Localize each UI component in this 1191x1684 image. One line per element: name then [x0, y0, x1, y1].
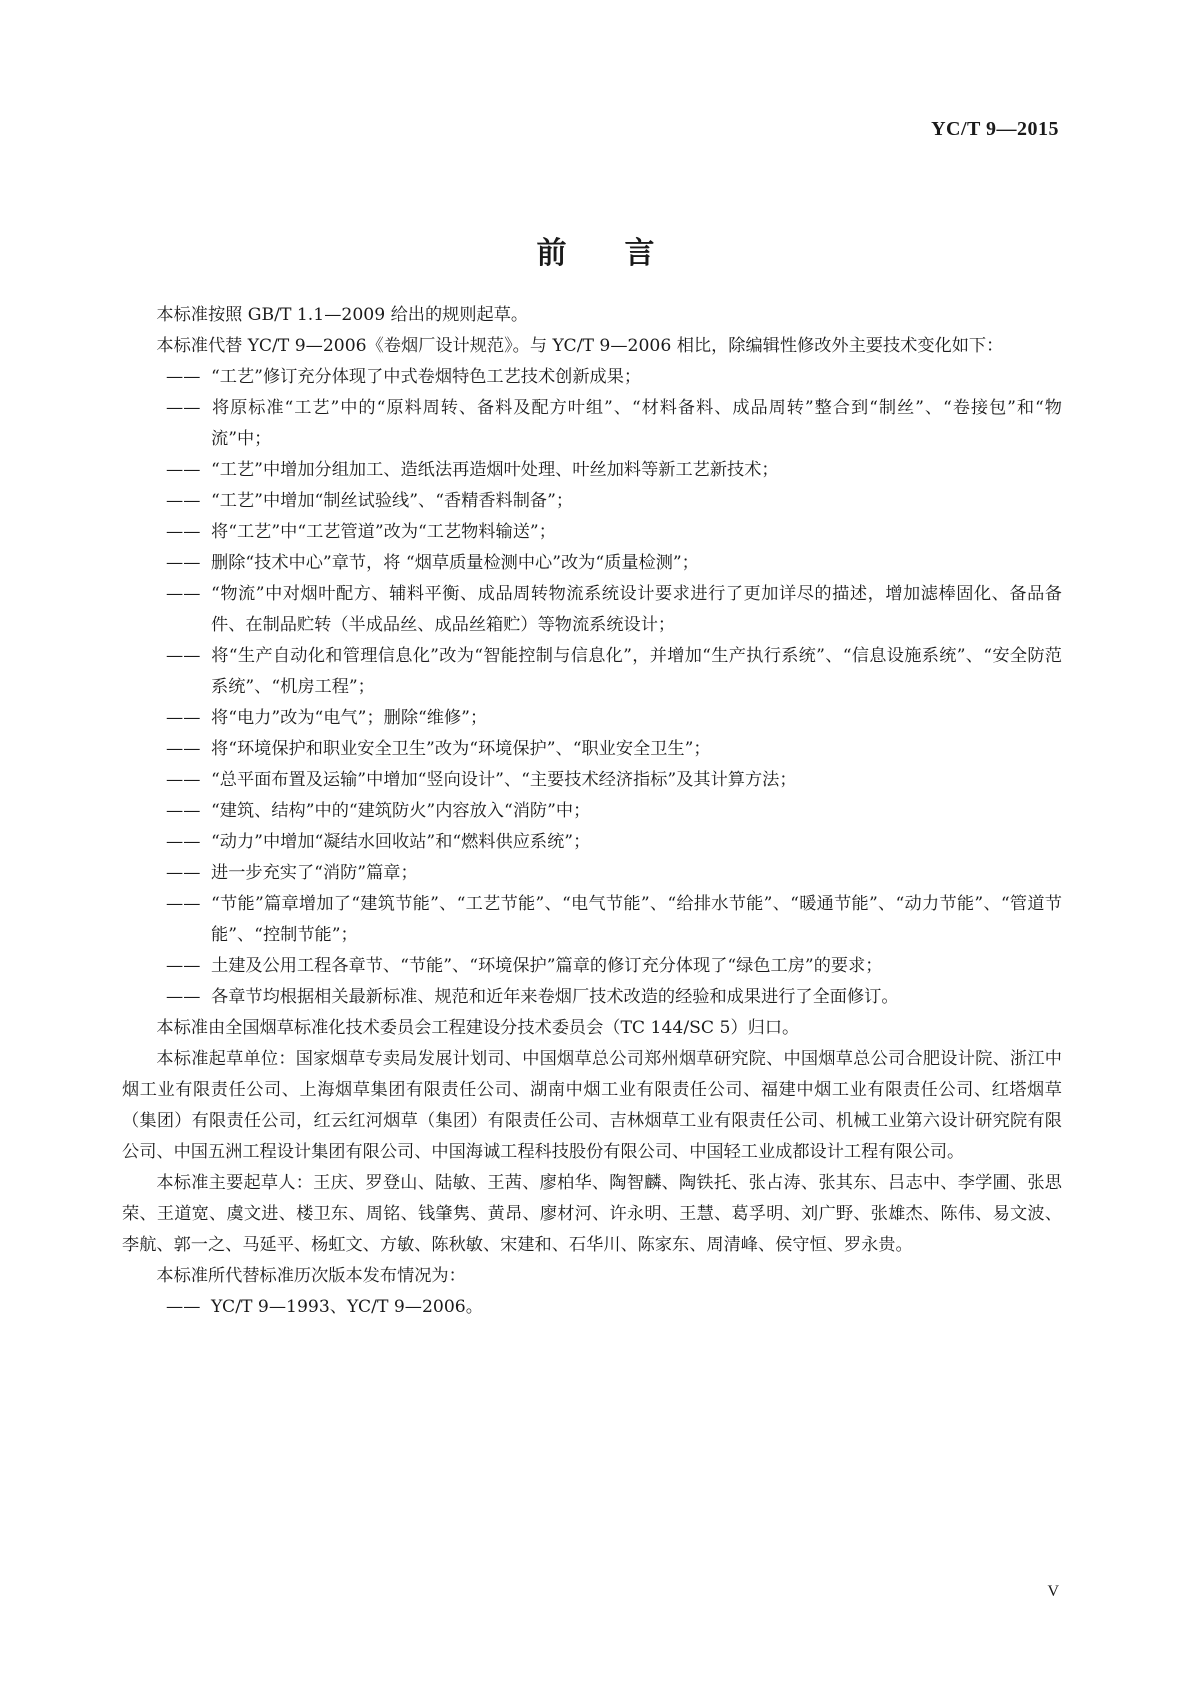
change-item: [122, 765, 1062, 796]
change-item: [122, 548, 1062, 579]
change-item: [122, 858, 1062, 889]
change-text: 将“工艺”中“工艺管道”改为“工艺物料输送”；: [211, 522, 556, 542]
dash-marker: ——: [166, 894, 201, 914]
history-text: YC/T 9—1993、YC/T 9—2006。: [211, 1297, 483, 1317]
change-text: “动力”中增加“凝结水回收站”和“燃料供应系统”；: [211, 832, 591, 852]
dash-marker: ——: [166, 770, 201, 790]
change-item: [122, 827, 1062, 858]
dash-marker: ——: [166, 1297, 201, 1317]
change-text: 将原标准“工艺”中的“原料周转、备料及配方叶组”、“材料备料、成品周转”整合到“制丝”、“卷接包”和“物流”中；: [211, 398, 1062, 449]
change-text: 进一步充实了“消防”篇章；: [211, 863, 418, 883]
change-text: 各章节均根据相关最新标准、规范和近年来卷烟厂技术改造的经验和成果进行了全面修订。: [211, 987, 899, 1007]
dash-marker: ——: [166, 863, 201, 883]
change-item: [122, 579, 1062, 641]
change-item: [122, 393, 1062, 455]
change-item: [122, 982, 1062, 1013]
change-item: [122, 889, 1062, 951]
change-item: [122, 951, 1062, 982]
change-text: “物流”中对烟叶配方、辅料平衡、成品周转物流系统设计要求进行了更加详尽的描述，增加滤棒固化、备品备件、在制品贮转（半成品丝、成品丝箱贮）等物流系统设计；: [211, 584, 1062, 635]
change-item: [122, 703, 1062, 734]
history-item: [122, 1292, 1062, 1323]
change-text: “总平面布置及运输”中增加“竖向设计”、“主要技术经济指标”及其计算方法；: [211, 770, 797, 790]
intro-paragraph: 本标准按照 GB/T 1.1—2009 给出的规则起草。: [156, 305, 529, 325]
change-text: “节能”篇章增加了“建筑节能”、“工艺节能”、“电气节能”、“给排水节能”、“暖通节能”、“动力节能”、“管道节能”、“控制节能”；: [211, 894, 1062, 945]
change-text: “建筑、结构”中的“建筑防火”内容放入“消防”中；: [211, 801, 591, 821]
document-code: YC/T 9—2015: [931, 118, 1059, 140]
change-text: “工艺”中增加“制丝试验线”、“香精香料制备”；: [211, 491, 574, 511]
committee-paragraph: 本标准由全国烟草标准化技术委员会工程建设分技术委员会（TC 144/SC 5）归口。: [156, 1018, 800, 1038]
change-item: [122, 796, 1062, 827]
dash-marker: ——: [166, 460, 201, 480]
change-item: [122, 486, 1062, 517]
dash-marker: ——: [166, 956, 201, 976]
change-text: 土建及公用工程各章节、“节能”、“环境保护”篇章的修订充分体现了“绿色工房”的要求；: [211, 956, 883, 976]
change-text: 将“生产自动化和管理信息化”改为“智能控制与信息化”，并增加“生产执行系统”、“信息设施系统”、“安全防范系统”、“机房工程”；: [211, 646, 1062, 697]
history-intro-paragraph: 本标准所代替标准历次版本发布情况为：: [156, 1266, 466, 1286]
change-item: [122, 734, 1062, 765]
change-item: [122, 362, 1062, 393]
intro-paragraph: 本标准代替 YC/T 9—2006《卷烟厂设计规范》。与 YC/T 9—2006 相比，除编辑性修改外主要技术变化如下：: [156, 336, 1004, 356]
change-text: “工艺”修订充分体现了中式卷烟特色工艺技术创新成果；: [211, 367, 642, 387]
dash-marker: ——: [166, 553, 201, 573]
page-number: V: [1047, 1583, 1059, 1600]
dash-marker: ——: [166, 832, 201, 852]
dash-marker: ——: [166, 739, 201, 759]
change-item: [122, 641, 1062, 703]
change-item: [122, 517, 1062, 548]
change-item: [122, 455, 1062, 486]
drafting-units-paragraph: 本标准起草单位：国家烟草专卖局发展计划司、中国烟草总公司郑州烟草研究院、中国烟草总公司合肥设计院、浙江中烟工业有限责任公司、上海烟草集团有限责任公司、湖南中烟工业有限责任公司、福建中烟工业有限责任公司、红塔烟草（集团）有限责任公司，红云红河烟草（集团）有限责任公司、吉林烟草工业有限责任公司、机械工业第六设计研究院有限公司、中国五洲工程设计集团有限公司、中国海诚工程科技股份有限公司、中国轻工业成都设计工程有限公司。: [122, 1049, 1062, 1162]
dash-marker: ——: [166, 987, 201, 1007]
dash-marker: ——: [166, 522, 201, 542]
change-text: 将“电力”改为“电气”；删除“维修”；: [211, 708, 488, 728]
change-text: “工艺”中增加分组加工、造纸法再造烟叶处理、叶丝加料等新工艺新技术；: [211, 460, 779, 480]
dash-marker: ——: [166, 646, 201, 666]
change-text: 将“环境保护和职业安全卫生”改为“环境保护”、“职业安全卫生”；: [211, 739, 711, 759]
dash-marker: ——: [166, 367, 201, 387]
dash-marker: ——: [166, 491, 201, 511]
drafters-paragraph: 本标准主要起草人：王庆、罗登山、陆敏、王茜、廖柏华、陶智麟、陶铁托、张占涛、张其东、吕志中、李学圃、张思荣、王道宽、虞文进、楼卫东、周铭、钱肇隽、黄昂、廖材河、许永明、王慧、葛孚明、刘广野、张雄杰、陈伟、易文波、李航、郭一之、马延平、杨虹文、方敏、陈秋敏、宋建和、石华川、陈家东、周清峰、侯守恒、罗永贵。: [122, 1173, 1062, 1255]
dash-marker: ——: [166, 801, 201, 821]
dash-marker: ——: [166, 584, 201, 604]
dash-marker: ——: [166, 708, 201, 728]
page-title: 前言: [536, 236, 713, 271]
foreword-body: [122, 300, 1062, 1323]
change-text: 删除“技术中心”章节，将 “烟草质量检测中心”改为“质量检测”；: [211, 553, 699, 573]
dash-marker: ——: [166, 398, 201, 418]
